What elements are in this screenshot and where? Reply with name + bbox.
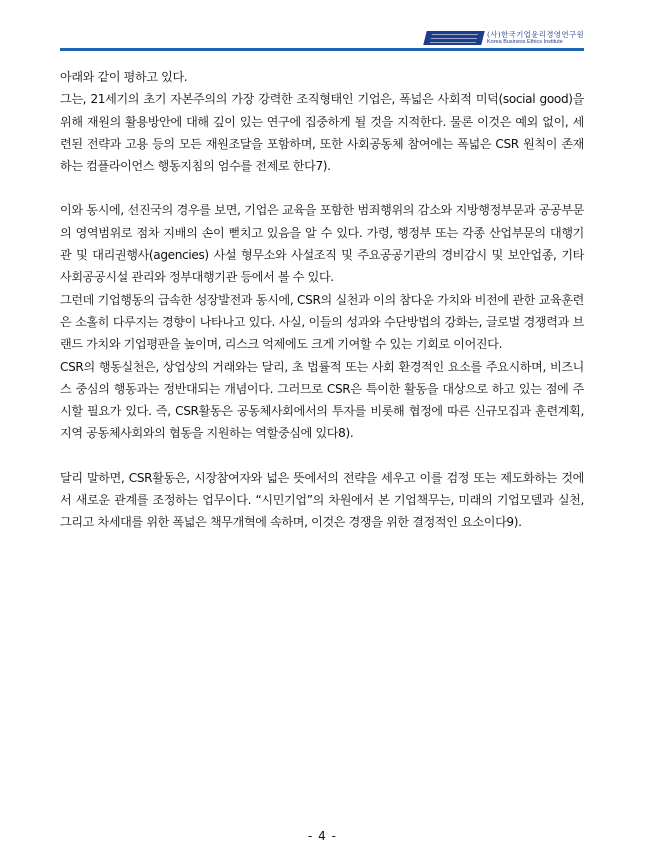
institute-logo <box>425 29 584 47</box>
paragraph-3: 그런데 기업행동의 급속한 성장발전과 동시에, CSR의 실천과 이의 참다운 가치와 비전에 관한 교육훈련은 소홀히 다루지는 경향이 나타나고 있다. 사실, 이들의 성과와 수단방법의 강화는, 글로벌 경쟁력과 브랜드 가치와 기업평판을 높이며, 리스크 억제에도 크게 기여할 수 있는 기회로 이어진다. <box>60 292 584 352</box>
paragraph-1: 그는, 21세기의 초기 자본주의의 가장 강력한 조직형태인 기업은, 폭넓은 사회적 미덕(social good)을 위해 재원의 활용방안에 대해 깊이 있는 연구에 집중하게 될 것을 지적한다. 물론 이것은 예외 없이, 세련된 전략과 고용 등의 모든 재원조달을 포함하며, 또한 사회공동체 참여에는 폭넓은 CSR 원칙이 존재하는 컴플라이언스 행동지침의 엄수를 전제로 한다7). <box>60 92 584 174</box>
paragraph-2: 이와 동시에, 선진국의 경우를 보면, 기업은 교육을 포함한 범죄행위의 감소와 지방행정부문과 공공부문의 영역범위로 점차 지배의 손이 뻗치고 있음을 알 수 있다. 가령, 행정부 또는 각종 산업부문의 대행기관 및 대리권행사(agencies) 사설 형무소와 사설조직 및 주요공공기관의 경비감시 및 보안업종, 기타 사회공공시설 관리와 정부대행기관 등에서 볼 수 있다. <box>60 203 584 285</box>
logo-english-name: Korea Business Ethics Institute <box>487 39 563 45</box>
document-body <box>60 66 584 534</box>
header-divider <box>60 48 584 51</box>
logo-korean-name: (사)한국기업윤리경영연구원 <box>487 29 584 39</box>
page-header <box>60 29 584 49</box>
paragraph-5: 달리 말하면, CSR활동은, 시장참여자와 넓은 뜻에서의 전략을 세우고 이를 검정 또는 제도화하는 것에서 새로운 관계를 조정하는 업무이다. “시민기업”의 차원에서 본 기업책무는, 미래의 기업모델과 실천, 그리고 차세대를 위한 폭넓은 책무개혁에 속하며, 이것은 경쟁을 위한 결정적인 요소이다9). <box>60 470 584 530</box>
page-number: - 4 - <box>308 829 337 843</box>
paragraph-intro: 아래와 같이 평하고 있다. <box>60 70 188 84</box>
paragraph-4: CSR의 행동실천은, 상업상의 거래와는 달리, 초 법률적 또는 사회 환경적인 요소를 주요시하며, 비즈니스 중심의 행동과는 정반대되는 개념이다. 그러므로 CSR은 특이한 활동을 대상으로 하고 있는 점에 주시할 필요가 있다. 즉, CSR활동은 공동체사회에서의 투자를 비롯해 협정에 따른 신규모집과 훈련계획, 지역 공동체사회와의 협동을 지원하는 역할중심에 있다8). <box>60 359 584 441</box>
logo-text <box>487 31 584 46</box>
logo-mark-icon <box>423 31 484 45</box>
